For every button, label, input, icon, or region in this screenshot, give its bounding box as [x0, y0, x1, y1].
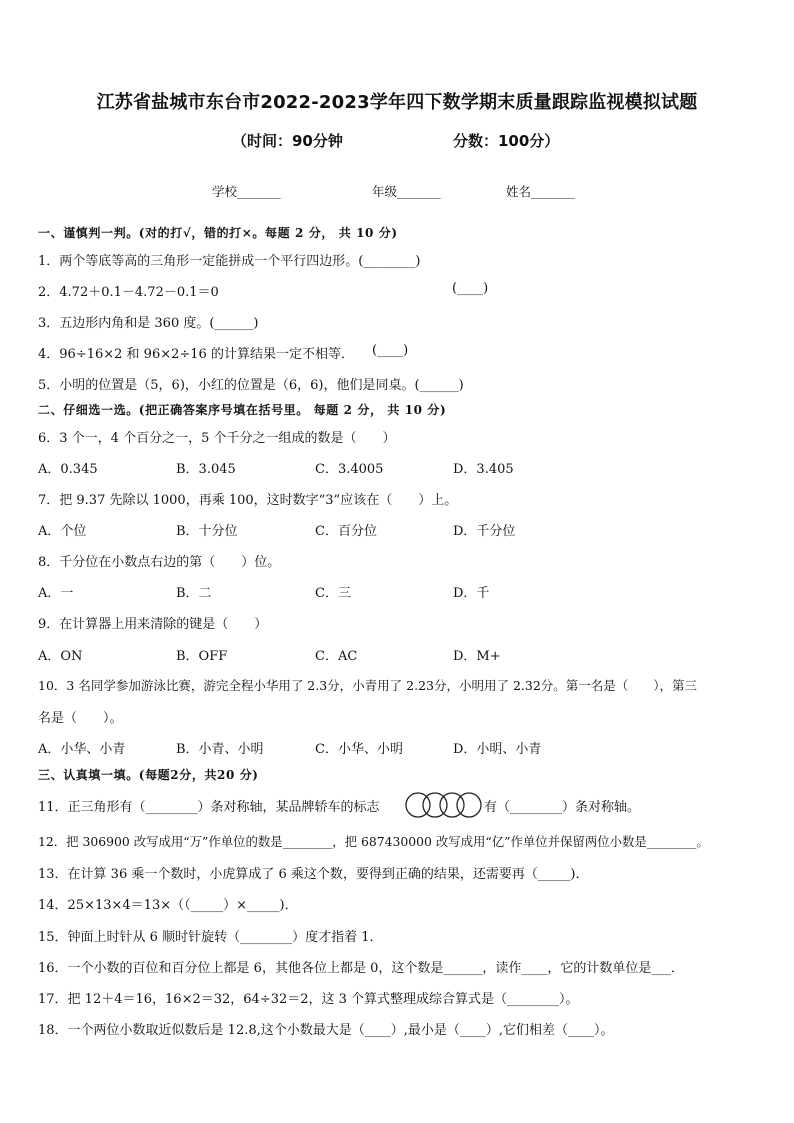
question-11: 11．正三角形有（________）条对称轴，某品牌轿车的标志 — [38, 800, 380, 815]
exam-score: 分数：100分） — [453, 132, 560, 150]
question-17: 17．把 12＋4＝16，16×2＝32，64÷32＝2，这 3 个算式整理成综合算式是（________）。 — [38, 992, 579, 1007]
question-18: 18．一个两位小数取近似数后是 12.8,这个小数最大是（____）,最小是（____）,它们相差（____）。 — [38, 1023, 614, 1038]
q9-option-c[interactable]: C．AC — [315, 649, 358, 664]
name-field[interactable]: 姓名_______ — [506, 184, 575, 199]
q9-option-a[interactable]: A．ON — [38, 649, 83, 664]
question-15: 15．钟面上时针从 6 顺时针旋转（________）度才指着 1． — [38, 930, 383, 945]
section-3-heading: 三、认真填一填。(每题2分，共20 分) — [38, 768, 259, 782]
q7-option-b[interactable]: B．十分位 — [176, 524, 238, 539]
question-4-blank[interactable]: (____) — [372, 343, 409, 358]
question-1: 1．两个等底等高的三角形一定能拼成一个平行四边形。(________) — [38, 254, 421, 269]
q7-option-a[interactable]: A．个位 — [38, 524, 87, 539]
q9-option-b[interactable]: B．OFF — [176, 649, 228, 664]
question-4: 4．96÷16×2 和 96×2÷16 的计算结果一定不相等． — [38, 347, 354, 362]
exam-time: （时间：90分钟 — [232, 132, 343, 150]
question-13: 13．在计算 36 乘一个数时，小虎算成了 6 乘这个数，要得到正确的结果，还需要再（_____)． — [38, 867, 589, 882]
question-6: 6．3 个一，4 个百分之一，5 个千分之一组成的数是（ ） — [38, 431, 396, 446]
q8-option-b[interactable]: B．二 — [176, 586, 212, 601]
school-field[interactable]: 学校_______ — [212, 184, 281, 199]
question-2-blank[interactable]: (____) — [452, 281, 489, 296]
four-rings-car-logo-icon — [404, 791, 484, 819]
page-title: 江苏省盐城市东台市2022-2023学年四下数学期末质量跟踪监视模拟试题 — [96, 92, 698, 113]
q10-option-d[interactable]: D．小明、小青 — [453, 742, 542, 757]
q8-option-d[interactable]: D．千 — [453, 586, 490, 601]
question-7: 7．把 9.37 先除以 1000，再乘 100，这时数字“3”应该在（ ）上。 — [38, 493, 458, 508]
question-9: 9．在计算器上用来清除的键是（ ） — [38, 617, 268, 632]
q9-option-d[interactable]: D．M+ — [453, 649, 501, 664]
question-2: 2．4.72＋0.1－4.72－0.1＝0 — [38, 285, 219, 300]
question-14: 14．25×13×4＝13×（（_____）×_____)． — [38, 898, 298, 913]
q7-option-c[interactable]: C．百分位 — [315, 524, 377, 539]
q10-option-a[interactable]: A．小华、小青 — [38, 742, 126, 757]
question-5: 5．小明的位置是（5，6)，小红的位置是（6，6)，他们是同桌。(______) — [38, 378, 464, 393]
grade-field[interactable]: 年级_______ — [372, 184, 441, 199]
q10-option-b[interactable]: B．小青、小明 — [176, 742, 264, 757]
question-10-continued: 名是（ ）。 — [38, 711, 123, 726]
question-3: 3．五边形内角和是 360 度。(______) — [38, 316, 259, 331]
question-16: 16．一个小数的百位和百分位上都是 6，其他各位上都是 0，这个数是______，读作____，它的计数单位是___． — [38, 961, 684, 976]
section-1-heading: 一、谨慎判一判。(对的打√，错的打×。每题 2 分， 共 10 分) — [38, 226, 398, 240]
question-10: 10．3 名同学参加游泳比赛，游完全程小华用了 2.3分，小青用了 2.23分，小明用了 2.32分。第一名是（ ），第三 — [38, 678, 698, 693]
q6-option-b[interactable]: B．3.045 — [176, 462, 236, 477]
q8-option-a[interactable]: A．一 — [38, 586, 74, 601]
question-12: 12．把 306900 改写成用“万”作单位的数是________，把 687430000 改写成用“亿”作单位并保留两位小数是________。 — [38, 834, 709, 849]
question-11-continued: 有（________）条对称轴。 — [484, 800, 641, 815]
question-8: 8．千分位在小数点右边的第（ ）位。 — [38, 555, 281, 570]
section-2-heading: 二、仔细选一选。(把正确答案序号填在括号里。 每题 2 分， 共 10 分) — [38, 403, 447, 417]
q10-option-c[interactable]: C．小华、小明 — [315, 742, 403, 757]
q8-option-c[interactable]: C．三 — [315, 586, 351, 601]
q7-option-d[interactable]: D．千分位 — [453, 524, 516, 539]
q6-option-c[interactable]: C．3.4005 — [315, 462, 384, 477]
q6-option-d[interactable]: D．3.405 — [453, 462, 514, 477]
q6-option-a[interactable]: A．0.345 — [38, 462, 98, 477]
